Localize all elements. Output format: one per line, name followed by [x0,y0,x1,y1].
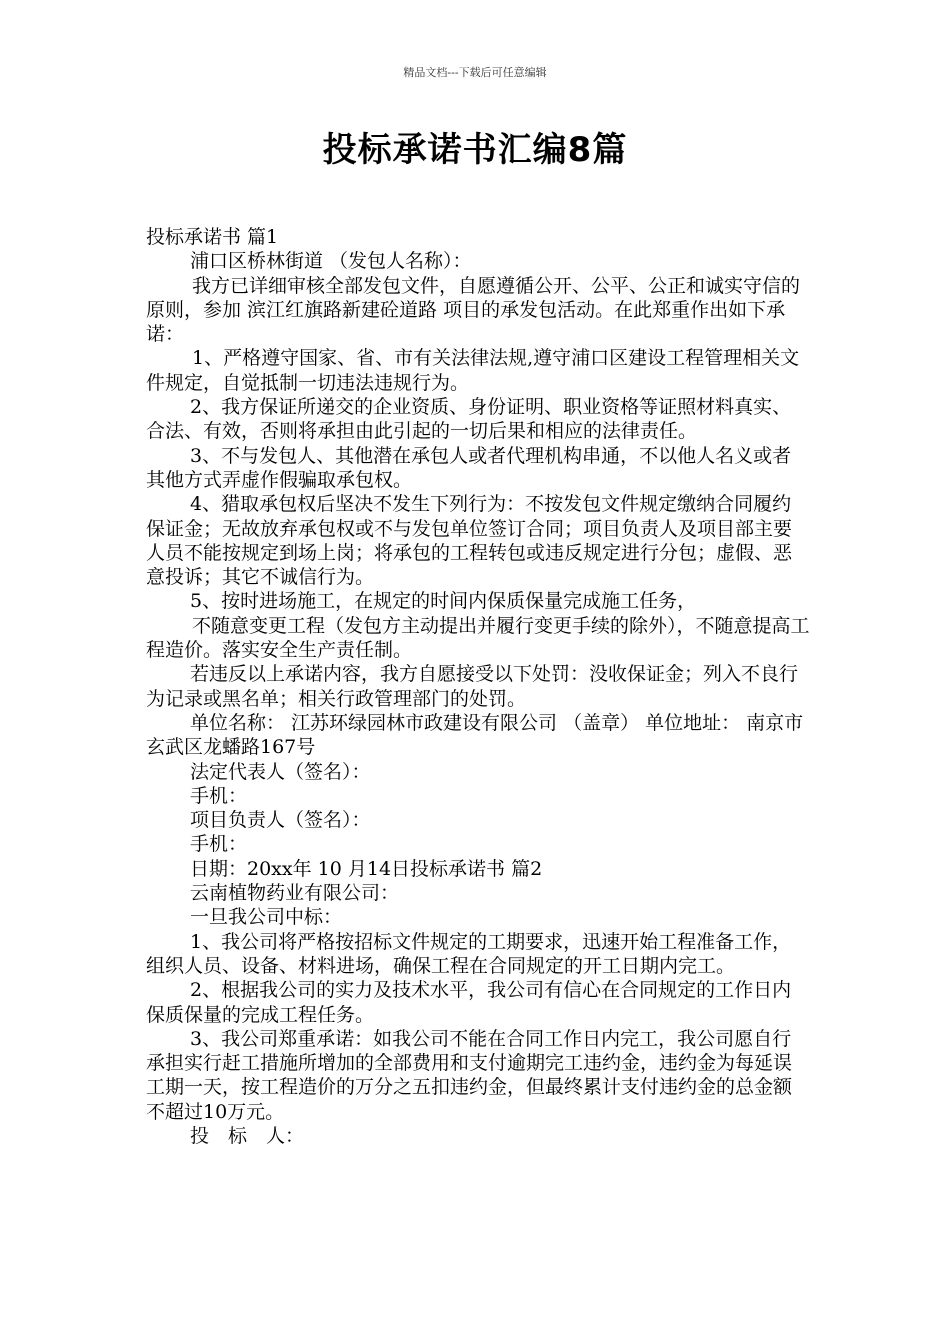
document-body [146,225,810,1148]
phone-line-1: 手机： [190,784,248,807]
project-lead-signature: 项目负责人（签名）： [190,809,371,832]
bidder-line: 投 标 人： [190,1124,305,1147]
addressee-1: 浦口区桥林街道 （发包人名称）： [190,250,472,273]
paragraph-item-2: 2、我方保证所递交的企业资质、身份证明、职业资格等证照材料真实、合法、有效，否则将承担由此引起的一切后果和相应的法律责任。 [146,396,792,443]
paragraph-if-won: 一旦我公司中标： [190,906,343,929]
paragraph-item-4: 4、猎取承包权后坚决不发生下列行为：不按发包文件规定缴纳合同履约保证金；无故放弃承包权或不与发包单位签订合同；项目负责人及项目部主要人员不能按规定到场上岗；将承包的工程转包或违反规定进行分包；虚假、恶意投诉；其它不诚信行为。 [146,493,793,589]
paragraph-penalty: 若违反以上承诺内容，我方自愿接受以下处罚：没收保证金；列入不良行为记录或黑名单；相关行政管理部门的处罚。 [146,663,799,710]
paragraph-2-item-1: 1、我公司将严格按招标文件规定的工期要求，迅速开始工程准备工作，组织人员、设备、材料进场，确保工程在合同规定的开工日期内完工。 [146,930,792,977]
paragraph-item-5-cont: 不随意变更工程（发包方主动提出并履行变更手续的除外），不随意提高工程造价。落实安全生产责任制。 [146,614,810,662]
date-line: 日期：20xx年 10 月14日投标承诺书 篇2 [190,857,543,880]
legal-rep-signature: 法定代表人（签名）： [190,760,371,783]
paragraph-item-1: 1、严格遵守国家、省、市有关法律法规,遵守浦口区建设工程管理相关文件规定，自觉抵制一切违法违规行为。 [146,347,800,394]
paragraph-intro: 我方已详细审核全部发包文件，自愿遵循公开、公平、公正和诚实守信的原则，参加 滨江红旗路新建砼道路 项目的承发包活动。在此郑重作出如下承诺： [146,274,801,346]
phone-line-2: 手机： [190,833,248,856]
addressee-2: 云南植物药业有限公司： [190,882,400,905]
company-info: 单位名称： 江苏环绿园林市政建设有限公司 （盖章） 单位地址： 南京市玄武区龙蟠路167号 [146,711,804,759]
paragraph-2-item-2: 2、根据我公司的实力及技术水平，我公司有信心在合同规定的工作日内保质保量的完成工程任务。 [146,979,792,1026]
document-title: 投标承诺书汇编8篇 [322,130,628,170]
header-note: 精品文档---下载后可任意编辑 [403,66,547,79]
paragraph-2-item-3: 3、我公司郑重承诺：如我公司不能在合同工作日内完工，我公司愿自行承担实行赶工措施所增加的全部费用和支付逾期完工违约金，违约金为每延误工期一天，按工程造价的万分之五扣违约金，但最终累计支付违约金的总金额不超过10万元。 [146,1027,793,1123]
paragraph-item-5: 5、按时进场施工，在规定的时间内保质保量完成施工任务， [190,590,697,613]
section-heading-1: 投标承诺书 篇1 [146,226,279,248]
paragraph-item-3: 3、不与发包人、其他潜在承包人或者代理机构串通，不以他人名义或者其他方式弄虚作假骗取承包权。 [146,444,792,491]
